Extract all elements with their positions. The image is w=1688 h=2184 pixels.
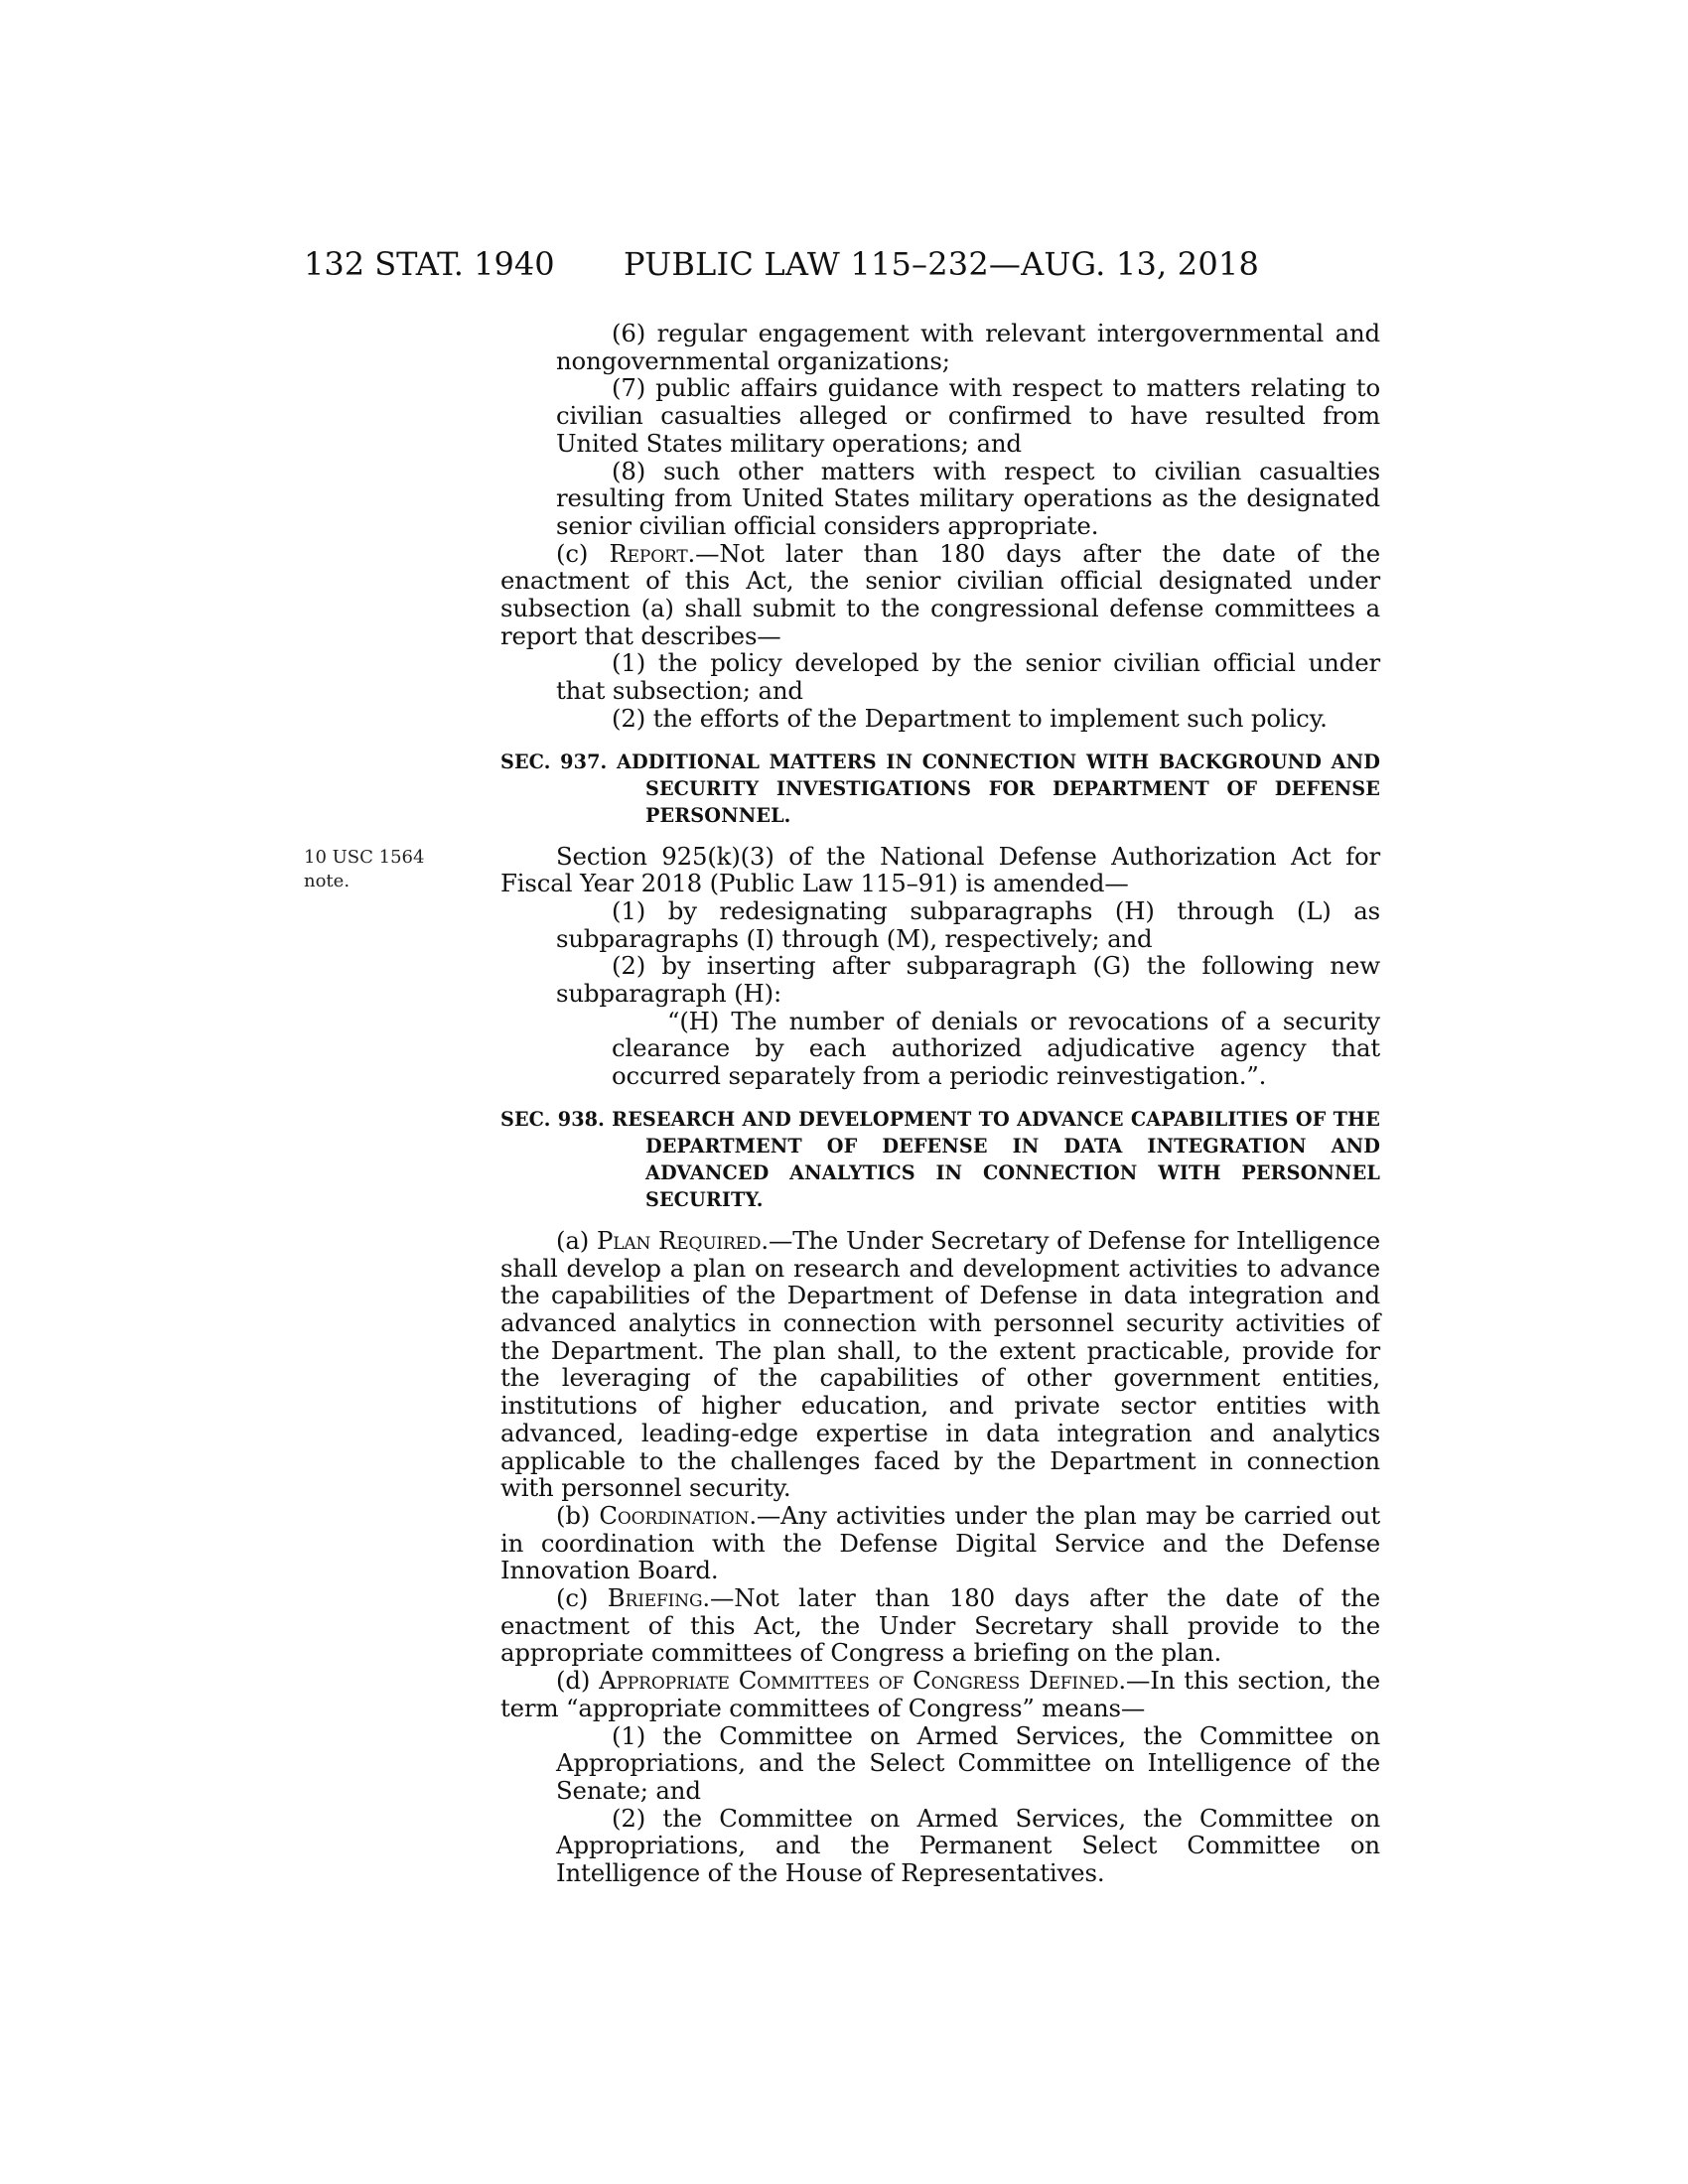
- section-937-heading: SEC. 937. ADDITIONAL MATTERS IN CONNECTION WITH BACKGROUND AND SECURITY INVESTIGATIONS FOR DEPARTMENT OF DEFENSE PERSONNEL.: [500, 750, 1380, 827]
- subsection-d-text: .—In this section, the term “appropriate committees of Congress” means—: [500, 1666, 1380, 1722]
- subsection-d-heading: Appropriate Committees of Congress Defined: [599, 1666, 1119, 1696]
- subsection-b-heading: Coordination: [599, 1500, 750, 1530]
- margin-note-line-1: 10 USC 1564: [304, 847, 425, 868]
- subsection-d-item-1: (1) the Committee on Armed Services, the Committee on Appropriations, and the Select Committee on Intelligence of the Senate; and: [556, 1720, 1380, 1805]
- subsection-b-lead: (b): [556, 1500, 600, 1530]
- subsection-a-heading: Plan Required: [596, 1225, 762, 1255]
- subsection-d-definition: [500, 1667, 1380, 1721]
- subsection-c-briefing-heading: Briefing: [607, 1583, 703, 1613]
- subsection-c-heading: Report: [609, 538, 688, 568]
- section-937-intro: Section 925(k)(3) of the National Defense Authorization Act for Fiscal Year 2018 (Public Law 115–91) is amended—: [500, 841, 1380, 898]
- law-title: PUBLIC LAW 115–232—AUG. 13, 2018: [624, 245, 1260, 283]
- paragraph-6: (6) regular engagement with relevant intergovernmental and nongovernmental organizations;: [556, 319, 1380, 375]
- section-937-quoted-text: “(H) The number of denials or revocations of a security clearance by each authorized adjudicative agency that occurred separately from a periodic reinvestigation.”.: [612, 1006, 1380, 1091]
- subsection-c-item-2: (2) the efforts of the Department to implement such policy.: [612, 703, 1328, 733]
- section-937-item-1: (1) by redesignating subparagraphs (H) through (L) as subparagraphs (I) through (M), respectively; and: [556, 895, 1380, 953]
- subsection-a-lead: (a): [556, 1225, 597, 1255]
- section-937-item-2: (2) by inserting after subparagraph (G) the following new subparagraph (H):: [556, 951, 1380, 1009]
- subsection-d-item-2: (2) the Committee on Armed Services, the Committee on Appropriations, and the Permanent Select Committee on Intelligence of the House of Representatives.: [556, 1803, 1380, 1888]
- subsection-c-text: .—Not later than 180 days after the date of the enactment of this Act, the senior civilian official designated under subsection (a) shall submit to the congressional defense committees a report that describes—: [500, 538, 1380, 650]
- margin-note: [304, 846, 453, 893]
- running-head: [304, 244, 1260, 284]
- section-938-heading: SEC. 938. RESEARCH AND DEVELOPMENT TO ADVANCE CAPABILITIES OF THE DEPARTMENT OF DEFENSE IN DATA INTEGRATION AND ADVANCED ANALYTICS IN CONNECTION WITH PERSONNEL SECURITY.: [500, 1107, 1380, 1211]
- subsection-a-plan-required: [500, 1227, 1380, 1502]
- paragraph-7: (7) public affairs guidance with respect to matters relating to civilian casualties alleged or confirmed to have resulted from United States military operations; and: [556, 373, 1380, 458]
- body-text: [500, 320, 1380, 1887]
- subsection-a-text: .—The Under Secretary of Defense for Intelligence shall develop a plan on research and development activities to advance the capabilities of the Department of Defense in data integration and advanced analytics in connection with personnel security activities of the Department. The plan shall, to the extent practicable, provide for the leveraging of the capabilities of other government entities, institutions of higher education, and private sector entities with advanced, leading-edge expertise in data integration and analytics applicable to the challenges faced by the Department in connection with personnel security.: [500, 1225, 1380, 1503]
- subsection-c-briefing: [500, 1584, 1380, 1667]
- margin-note-line-2: note.: [304, 871, 351, 891]
- subsection-c-lead: (c): [556, 538, 610, 568]
- subsection-c-briefing-lead: (c): [556, 1583, 608, 1613]
- paragraph-8: (8) such other matters with respect to civilian casualties resulting from United States military operations as the designated senior civilian official considers appropriate.: [556, 456, 1380, 540]
- subsection-b-text: .—Any activities under the plan may be carried out in coordination with the Defense Digital Service and the Defense Innovation Board.: [500, 1500, 1380, 1585]
- subsection-c-item-1: (1) the policy developed by the senior civilian official under that subsection; and: [556, 648, 1380, 706]
- subsection-c-report: [500, 540, 1380, 650]
- subsection-c-briefing-text: .—Not later than 180 days after the date of the enactment of this Act, the Under Secretary shall provide to the appropriate committees of Congress a briefing on the plan.: [500, 1583, 1380, 1668]
- subsection-d-lead: (d): [556, 1666, 600, 1696]
- stat-page-number: 132 STAT. 1940: [304, 245, 555, 283]
- subsection-b-coordination: [500, 1502, 1380, 1584]
